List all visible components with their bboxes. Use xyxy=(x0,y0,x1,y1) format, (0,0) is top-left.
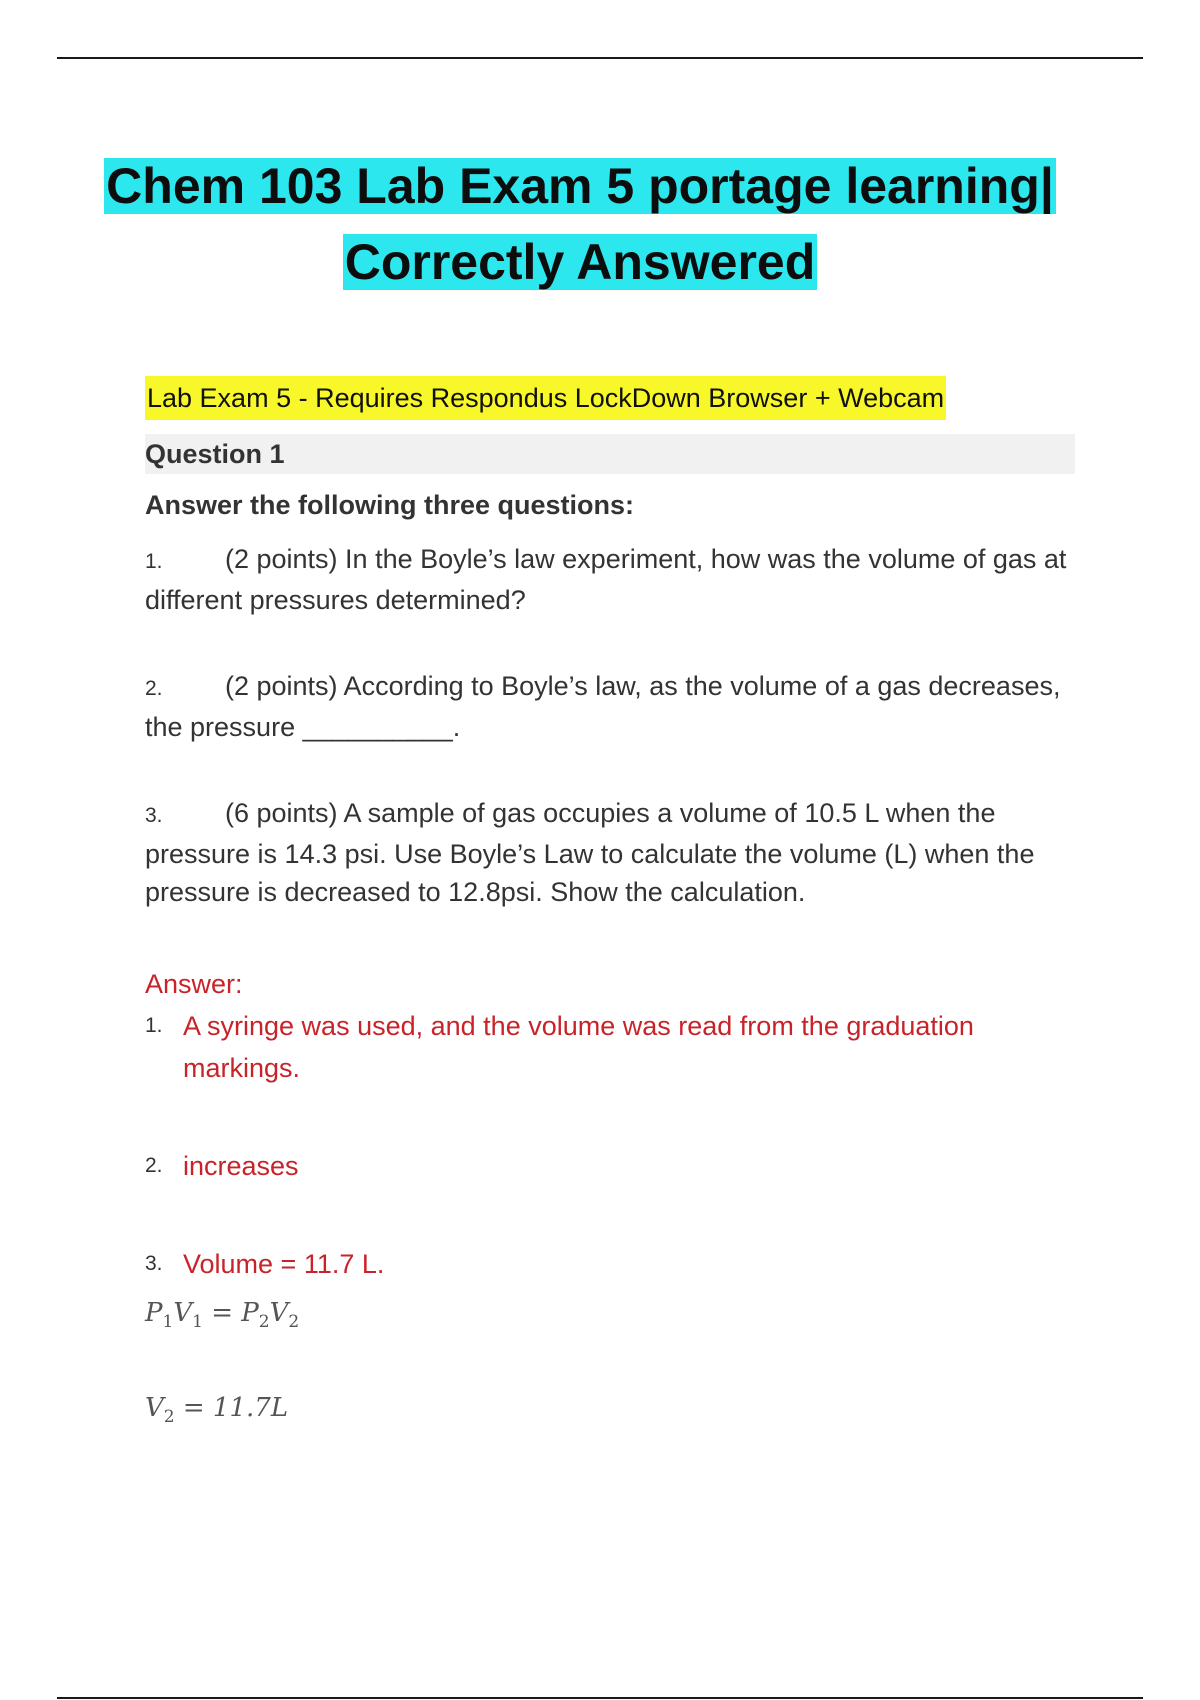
volume-result-equation xyxy=(145,1388,1075,1437)
question-item-number: 1. xyxy=(145,550,163,573)
question-item-text: (2 points) In the Boyle’s law experiment, how was the volume of gas at different pressures determined? xyxy=(145,544,1067,615)
question-item-1 xyxy=(145,540,1075,619)
exam-content xyxy=(145,376,1075,1437)
answer-item-2 xyxy=(145,1145,1075,1187)
answer-block xyxy=(145,963,1075,1437)
answer-item-3 xyxy=(145,1243,1075,1285)
eq-symbol: P xyxy=(145,1298,163,1328)
bottom-rule xyxy=(57,1697,1143,1699)
answer-item-text: A syringe was used, and the volume was read from the graduation markings. xyxy=(183,1011,974,1083)
top-rule xyxy=(57,57,1143,59)
question-item-3 xyxy=(145,794,1075,911)
eq-subscript: 2 xyxy=(163,1407,175,1428)
eq-symbol: V xyxy=(145,1393,164,1424)
answer-item-number: 2. xyxy=(145,1154,163,1177)
eq-subscript: 2 xyxy=(288,1312,300,1333)
question-header: Question 1 xyxy=(145,434,1075,474)
question-item-number: 3. xyxy=(145,804,163,827)
question-item-text: (6 points) A sample of gas occupies a volume of 10.5 L when the pressure is 14.3 psi. Use Boyle’s Law to calculate the volume (L) when the pressure is decreased to 12.8psi. Show the calculation. xyxy=(145,798,1035,907)
question-item-text: (2 points) According to Boyle’s law, as the volume of a gas decreases, the pressure __________. xyxy=(145,671,1061,742)
lockdown-notice: Lab Exam 5 - Requires Respondus LockDown Browser + Webcam xyxy=(145,376,946,420)
title-line-1: Chem 103 Lab Exam 5 portage learning| xyxy=(106,158,1054,214)
eq-subscript: 1 xyxy=(192,1312,203,1333)
answer-item-text: Volume = 11.7 L. xyxy=(183,1249,385,1279)
eq-subscript: 1 xyxy=(162,1312,174,1333)
eq-result: = 11.7L xyxy=(174,1393,289,1424)
eq-symbol: V xyxy=(269,1298,289,1328)
answer-label: Answer: xyxy=(145,969,243,999)
document-title xyxy=(0,148,1160,300)
answer-item-1 xyxy=(145,1005,1075,1089)
question-instruction: Answer the following three questions: xyxy=(145,490,635,520)
boyles-law-equation xyxy=(145,1293,1075,1342)
question-item-number: 2. xyxy=(145,677,163,700)
answer-item-number: 3. xyxy=(145,1252,163,1275)
eq-symbol: P xyxy=(241,1298,259,1328)
answer-item-number: 1. xyxy=(145,1014,163,1037)
answer-item-text: increases xyxy=(183,1151,299,1181)
eq-subscript: 2 xyxy=(258,1312,270,1333)
title-line-2: Correctly Answered xyxy=(344,234,816,290)
question-item-2 xyxy=(145,667,1075,746)
eq-symbol: V xyxy=(173,1298,193,1328)
eq-operator: = xyxy=(202,1298,242,1328)
